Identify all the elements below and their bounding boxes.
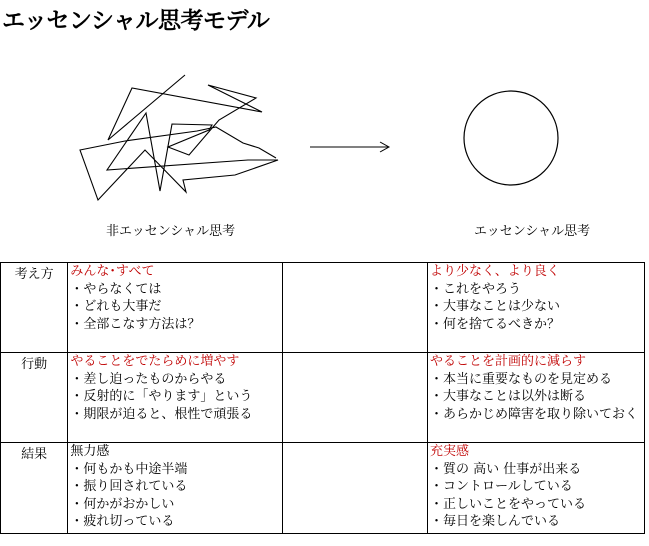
list-item: ・何かがおかしい <box>70 496 175 512</box>
row-label: 結果 <box>1 443 68 534</box>
essential-circle <box>464 91 558 185</box>
cell-heading: みんな･すべて <box>70 264 155 279</box>
list-item: ・正しいことをやっている <box>429 496 586 512</box>
list-item: ・どれも大事だ <box>70 299 162 314</box>
spacer-cell <box>283 263 428 353</box>
tangled-scribble <box>80 75 278 200</box>
cell-heading: やることをでたらめに増やす <box>70 354 240 369</box>
cell-heading: やることを計画的に減らす <box>429 354 586 369</box>
left-cell <box>68 353 283 443</box>
right-cell <box>427 443 644 534</box>
list-item: ・何もかも中途半端 <box>70 461 188 477</box>
right-cell <box>427 353 644 443</box>
spacer-cell <box>283 443 428 534</box>
spacer-cell <box>283 353 428 443</box>
left-cell <box>68 263 283 353</box>
list-item: ・毎日を楽しんでいる <box>429 514 560 529</box>
table-row <box>1 353 645 443</box>
cell-heading: 無力感 <box>70 444 110 459</box>
list-item: ・本当に重要なものを見定める <box>429 371 612 387</box>
page-title: エッセンシャル思考モデル <box>2 8 270 34</box>
list-item: ・期限が迫ると、根性で頑張る <box>70 406 253 422</box>
cell-heading: 充実感 <box>429 444 469 459</box>
list-item: ・大事なことは以外は断る <box>429 389 586 404</box>
list-item: ・コントロールしている <box>429 479 573 494</box>
right-cell <box>427 263 644 353</box>
left-cell <box>68 443 283 534</box>
list-item: ・振り回されている <box>70 479 188 494</box>
list-item: ・差し迫ったものからやる <box>70 371 227 387</box>
list-item: ・何を捨てるべきか？ <box>429 316 560 332</box>
caption-non-essential: 非エッセンシャル思考 <box>106 224 236 239</box>
list-item: ・反射的に「やります」という <box>70 389 253 404</box>
list-item: ・やらなくては <box>70 281 162 297</box>
comparison-table <box>0 262 645 534</box>
list-item: ・大事なことは少ない <box>429 299 560 314</box>
caption-essential: エッセンシャル思考 <box>474 224 591 239</box>
table-row <box>1 263 645 353</box>
list-item: ・あらかじめ障害を取り除いておく <box>429 406 638 422</box>
table-row <box>1 443 645 534</box>
list-item: ・全部こなす方法は？ <box>70 316 201 332</box>
cell-heading: より少なく、より良く <box>429 264 560 279</box>
row-label: 考え方 <box>1 263 68 353</box>
row-label: 行動 <box>1 353 68 443</box>
list-item: ・これをやろう <box>429 281 521 297</box>
list-item: ・疲れ切っている <box>70 514 175 529</box>
list-item: ・質の 高い 仕事が出来る <box>429 461 582 477</box>
